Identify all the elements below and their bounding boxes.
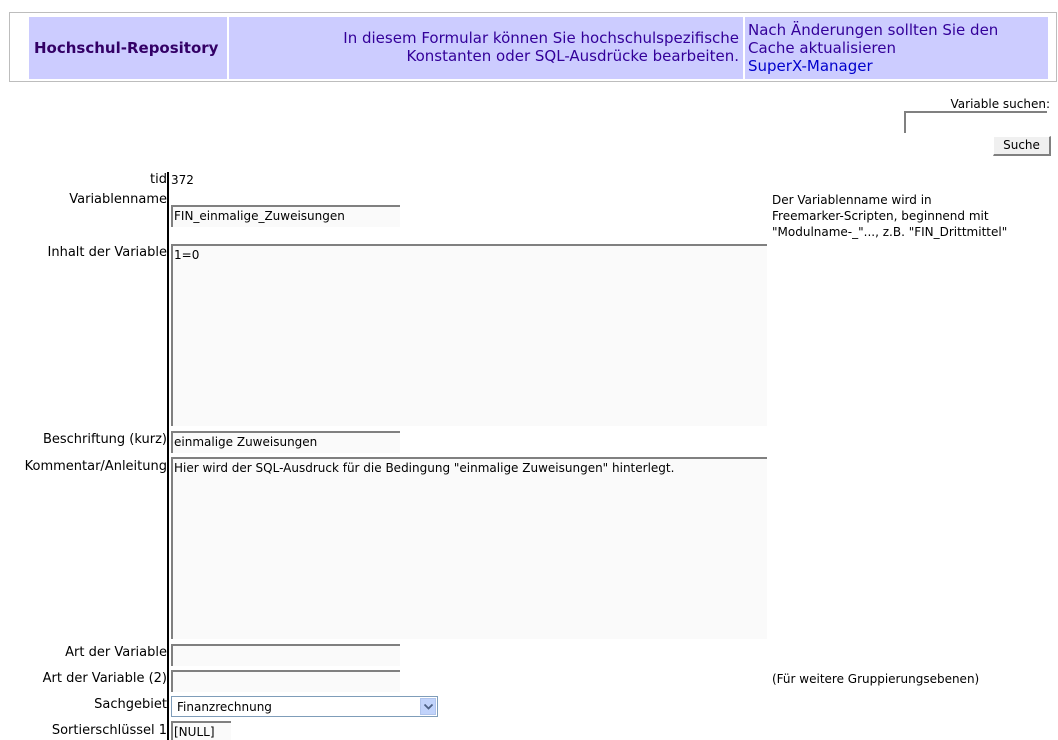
area-select[interactable]: [171, 696, 438, 717]
sort1-label: Sortierschlüssel 1: [51, 723, 167, 738]
form-divider: [167, 172, 169, 740]
type-label: Art der Variable: [65, 645, 167, 660]
area-select-value: Finanzrechnung: [177, 700, 272, 714]
content-label: Inhalt der Variable: [47, 245, 167, 260]
varname-help-line1: Der Variablenname wird in: [772, 193, 932, 207]
header-description: [229, 17, 743, 79]
varname-label: Variablenname: [69, 192, 167, 207]
varname-field[interactable]: FIN_einmalige_Zuweisungen: [171, 205, 400, 227]
content-textarea[interactable]: 1=0: [171, 244, 767, 426]
tid-label: tid: [150, 172, 167, 187]
type2-help: (Für weitere Gruppierungsebenen): [772, 672, 980, 686]
superx-manager-link[interactable]: SuperX-Manager: [748, 57, 873, 75]
header-note-line2: Cache aktualisieren: [748, 39, 896, 57]
header-note: [745, 17, 1048, 79]
type-field[interactable]: [171, 644, 400, 666]
comment-label: Kommentar/Anleitung: [24, 459, 167, 474]
header-description-line1: In diesem Formular können Sie hochschulspezifische: [343, 29, 739, 47]
search-input[interactable]: [904, 111, 1047, 133]
varname-help-line2: Freemarker-Scripten, beginnend mit: [772, 209, 989, 223]
area-label: Sachgebiet: [94, 697, 167, 712]
short-label-field[interactable]: einmalige Zuweisungen: [171, 431, 400, 453]
chevron-down-icon[interactable]: [420, 698, 436, 715]
header-note-line1: Nach Änderungen sollten Sie den: [748, 21, 999, 39]
tid-value: 372: [171, 173, 194, 187]
header-description-line2: Konstanten oder SQL-Ausdrücke bearbeiten.: [406, 47, 739, 65]
varname-help-line3: "Modulname-_"..., z.B. "FIN_Drittmittel": [772, 225, 1008, 239]
type2-field[interactable]: [171, 670, 400, 692]
search-label: Variable suchen:: [950, 97, 1050, 111]
short-label: Beschriftung (kurz): [42, 432, 167, 447]
search-button[interactable]: Suche: [993, 136, 1051, 156]
page-title: Hochschul-Repository: [29, 17, 227, 79]
sort1-field[interactable]: [NULL]: [171, 721, 231, 740]
comment-textarea[interactable]: Hier wird der SQL-Ausdruck für die Bedingung "einmalige Zuweisungen" hinterlegt.: [171, 457, 767, 639]
type2-label: Art der Variable (2): [42, 671, 167, 686]
varname-help: [772, 192, 1007, 240]
